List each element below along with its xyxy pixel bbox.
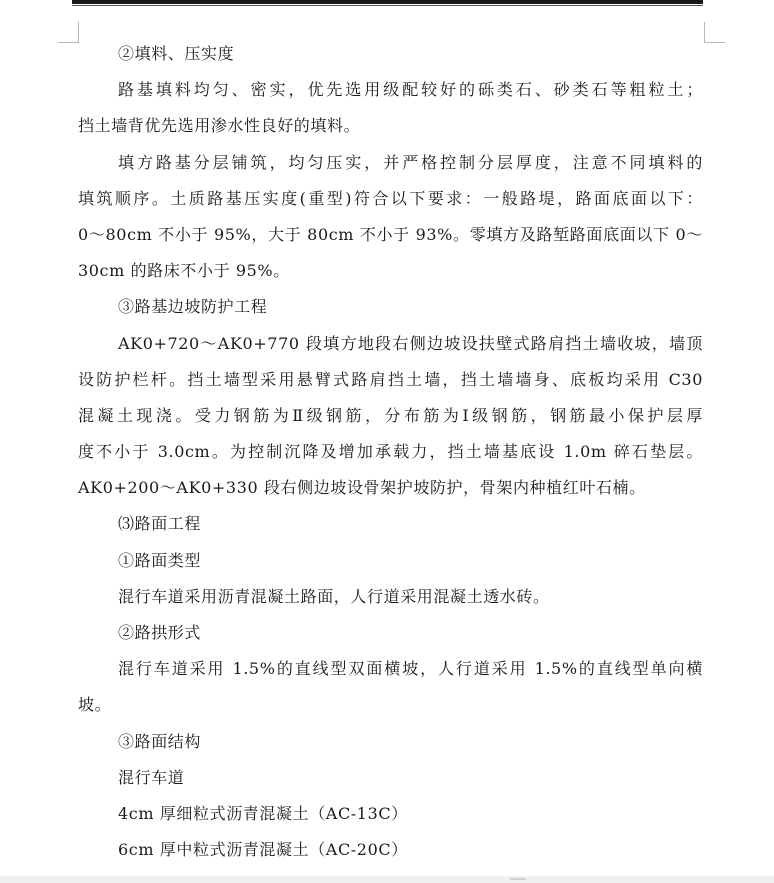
text-line: ③路基边坡防护工程 xyxy=(118,297,268,317)
page-bottom-mark xyxy=(510,878,526,880)
text-line: 4cm 厚细粒式沥青混凝土（AC-13C） xyxy=(118,803,408,823)
text-line: 0～80cm 不小于 95%，大于 80cm 不小于 93%。零填方及路堑路面底面以下 0～ xyxy=(78,224,703,244)
text-line: AK0+720～AK0+770 段填方地段右侧边坡设扶壁式路肩挡土墙收坡，墙顶 xyxy=(118,333,703,353)
text-line: ⑶路面工程 xyxy=(118,514,202,534)
header-rule-thin xyxy=(72,5,703,6)
text-line: AK0+200～AK0+330 段右侧边坡设骨架护坡防护，骨架内种植红叶石楠。 xyxy=(78,478,646,498)
text-line: 30cm 的路床不小于 95%。 xyxy=(78,261,290,281)
document-body[interactable] xyxy=(78,36,703,868)
text-line: 混行车道采用沥青混凝土路面，人行道采用混凝土透水砖。 xyxy=(118,586,550,606)
text-line: 坡。 xyxy=(78,695,112,715)
text-line: ①路面类型 xyxy=(118,550,202,570)
text-line: 度不小于 3.0cm。为控制沉降及增加承载力，挡土墙基底设 1.0m 碎石垫层。 xyxy=(78,442,703,462)
text-line: 混行车道 xyxy=(118,767,185,787)
text-line: 混凝土现浇。受力钢筋为Ⅱ级钢筋，分布筋为Ⅰ级钢筋，钢筋最小保护层厚 xyxy=(78,405,703,425)
header-rule-thick xyxy=(72,0,703,4)
text-line: 挡土墙背优先选用渗水性良好的填料。 xyxy=(78,116,361,136)
text-line: 路基填料均匀、密实，优先选用级配较好的砾类石、砂类石等粗粒土； xyxy=(118,80,703,100)
text-line: ③路面结构 xyxy=(118,731,202,751)
text-line: 设防护栏杆。挡土墙型采用悬臂式路肩挡土墙，挡土墙墙身、底板均采用 C30 xyxy=(78,369,703,389)
text-line: ②路拱形式 xyxy=(118,623,202,642)
margin-corner-mark-right xyxy=(704,22,725,43)
page-bottom-edge xyxy=(0,876,774,883)
text-line: 混行车道采用 1.5%的直线型双面横坡，人行道采用 1.5%的直线型单向横 xyxy=(118,659,703,679)
text-line: ②填料、压实度 xyxy=(118,44,235,63)
text-line: 填方路基分层铺筑，均匀压实，并严格控制分层厚度，注意不同填料的 xyxy=(118,152,703,172)
text-line: 6cm 厚中粒式沥青混凝土（AC-20C） xyxy=(118,840,408,860)
margin-corner-mark-left xyxy=(58,22,79,43)
text-line: 填筑顺序。土质路基压实度(重型)符合以下要求：一般路堤，路面底面以下： xyxy=(78,188,703,208)
